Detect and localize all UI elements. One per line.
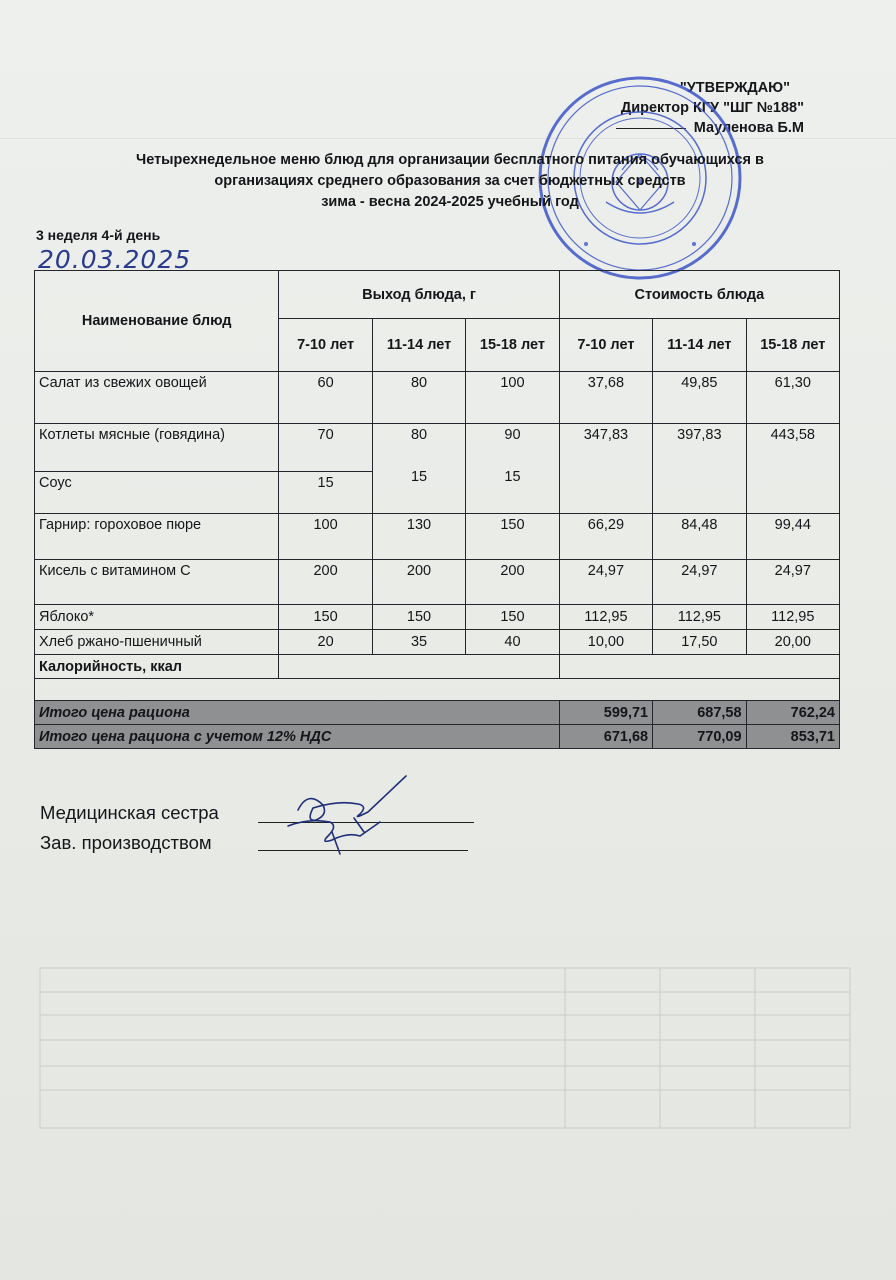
yield-cell: 60 [279,372,372,424]
yield-cell: 150 [372,605,465,630]
nurse-label: Медицинская сестра [40,802,219,823]
yield-cell: 200 [466,560,559,605]
yield-cell: 35 [372,630,465,655]
cost-cell: 347,83 [559,424,652,514]
cost-cell: 112,95 [653,605,746,630]
cost-cell: 20,00 [746,630,839,655]
yield-cell: 20 [279,630,372,655]
table-header-row [35,271,840,319]
cost-cell: 443,58 [746,424,839,514]
week-day-label: 3 неделя 4-й день [36,227,161,243]
dish-name: Гарнир: гороховое пюре [35,514,279,560]
yield-cell: 150 [466,514,559,560]
cost-cell: 112,95 [559,605,652,630]
handwritten-date-text: 20.03.2025 [38,245,192,274]
menu-table [34,270,840,749]
table-row [35,424,840,472]
cost-cell: 84,48 [653,514,746,560]
approval-director: Директор КГУ "ШГ №188" [620,100,804,116]
total-vat-value: 853,71 [746,725,839,749]
table-row [35,655,840,679]
header-age: 7-10 лет [279,319,372,372]
yield-value: 15 [504,469,521,485]
dish-name: Котлеты мясные (говядина) [35,424,279,472]
table-row [35,630,840,655]
yield-cell: 15 [279,472,372,514]
title-line-2: организациях среднего образования за счет бюджетных средств [214,173,686,189]
paper-fold [0,138,896,139]
yield-cell: 80 [372,372,465,424]
table-row [35,560,840,605]
approval-name: Мауленова Б.М [693,120,804,136]
header-yield: Выход блюда, г [279,271,559,319]
cost-cell: 24,97 [653,560,746,605]
table-row [35,514,840,560]
nurse-signature-row [40,802,219,824]
cost-cell: 397,83 [653,424,746,514]
cost-cell: 66,29 [559,514,652,560]
total-row [35,701,840,725]
cost-cell: 24,97 [559,560,652,605]
total-vat-row [35,725,840,749]
yield-cell: 150 [279,605,372,630]
header-age: 15-18 лет [466,319,559,372]
cost-cell: 61,30 [746,372,839,424]
header-age: 7-10 лет [559,319,652,372]
dish-name: Яблоко* [35,605,279,630]
table-row [35,372,840,424]
yield-cell: 130 [372,514,465,560]
total-label: Итого цена рациона [35,701,560,725]
empty-cell [559,655,839,679]
header-cost: Стоимость блюда [559,271,839,319]
cost-cell: 37,68 [559,372,652,424]
yield-cell [372,424,465,514]
calories-label: Калорийность, ккал [35,655,279,679]
dish-name: Соус [35,472,279,514]
yield-cell: 100 [279,514,372,560]
yield-value: 90 [504,427,521,443]
dish-name: Салат из свежих овощей [35,372,279,424]
total-vat-value: 671,68 [559,725,652,749]
header-age: 11-14 лет [372,319,465,372]
approval-heading: "УТВЕРЖДАЮ" [679,80,790,96]
handwritten-signature [268,770,428,860]
yield-cell: 200 [279,560,372,605]
production-signature-row [40,832,212,854]
header-age: 11-14 лет [653,319,746,372]
cost-cell: 99,44 [746,514,839,560]
document-title [60,150,840,213]
production-label: Зав. производством [40,832,212,853]
title-line-3: зима - весна 2024-2025 учебный год [321,194,579,210]
yield-value: 80 [410,427,428,443]
yield-cell [466,424,559,514]
cost-cell: 10,00 [559,630,652,655]
total-value: 762,24 [746,701,839,725]
total-vat-value: 770,09 [653,725,746,749]
empty-cell [35,679,840,701]
yield-cell: 40 [466,630,559,655]
cost-cell: 49,85 [653,372,746,424]
header-dish-name: Наименование блюд [35,271,279,372]
table-row [35,605,840,630]
total-value: 599,71 [559,701,652,725]
cost-cell: 112,95 [746,605,839,630]
cost-cell: 24,97 [746,560,839,605]
dish-name: Кисель с витамином С [35,560,279,605]
total-vat-label: Итого цена рациона с учетом 12% НДС [35,725,560,749]
dish-name: Хлеб ржано-пшеничный [35,630,279,655]
yield-value: 15 [410,469,428,485]
yield-cell: 200 [372,560,465,605]
empty-cell [279,655,559,679]
cost-cell: 17,50 [653,630,746,655]
yield-cell: 100 [466,372,559,424]
table-row [35,679,840,701]
total-value: 687,58 [653,701,746,725]
title-line-1: Четырехнедельное меню блюд для организации бесплатного питания обучающихся в [136,152,764,168]
header-age: 15-18 лет [746,319,839,372]
yield-cell: 150 [466,605,559,630]
yield-cell: 70 [279,424,372,472]
